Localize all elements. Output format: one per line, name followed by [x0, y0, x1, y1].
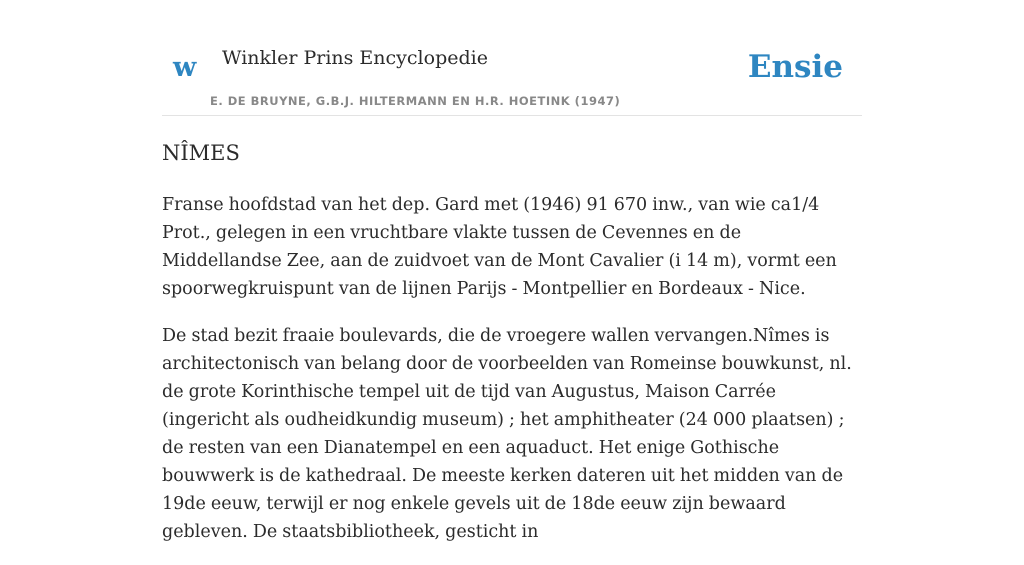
- article-paragraph: Franse hoofdstad van het dep. Gard met (1946) 91 670 inw., van wie ca1/4 Prot., gelegen in een vruchtbare vlakte tussen de Cevennes en de Middellandse Zee, aan de zuidvoet van de Mont Cavalier (i 14 m), vormt een spoorwegkruispunt van de lijnen Parijs - Montpellier en Bordeaux - Nice.: [162, 195, 837, 300]
- article-content: [162, 140, 862, 565]
- publication-title[interactable]: Winkler Prins Encyclopedie: [222, 47, 488, 69]
- ensie-logo[interactable]: Ensie: [747, 49, 843, 85]
- publication-header: [162, 36, 862, 116]
- entry-title: NÎMES: [162, 141, 240, 165]
- publication-authors: E. DE BRUYNE, G.B.J. HILTERMANN EN H.R. HOETINK (1947): [210, 94, 621, 108]
- publication-logo[interactable]: w: [173, 52, 197, 83]
- article-paragraph: De stad bezit fraaie boulevards, die de vroegere wallen vervangen.Nîmes is architectonisch van belang door de voorbeelden van Romeinse bouwkunst, nl. de grote Korinthische tempel uit de tijd van Augustus, Maison Carrée (ingericht als oudheidkundig museum) ; het amphitheater (24 000 plaatsen) ; de resten van een Dianatempel en een aquaduct. Het enige Gothische bouwwerk is de kathedraal. De meeste kerken dateren uit het midden van de 19de eeuw, terwijl er nog enkele gevels uit de 18de eeuw zijn bewaard gebleven. De staatsbibliotheek, gesticht in: [162, 326, 852, 543]
